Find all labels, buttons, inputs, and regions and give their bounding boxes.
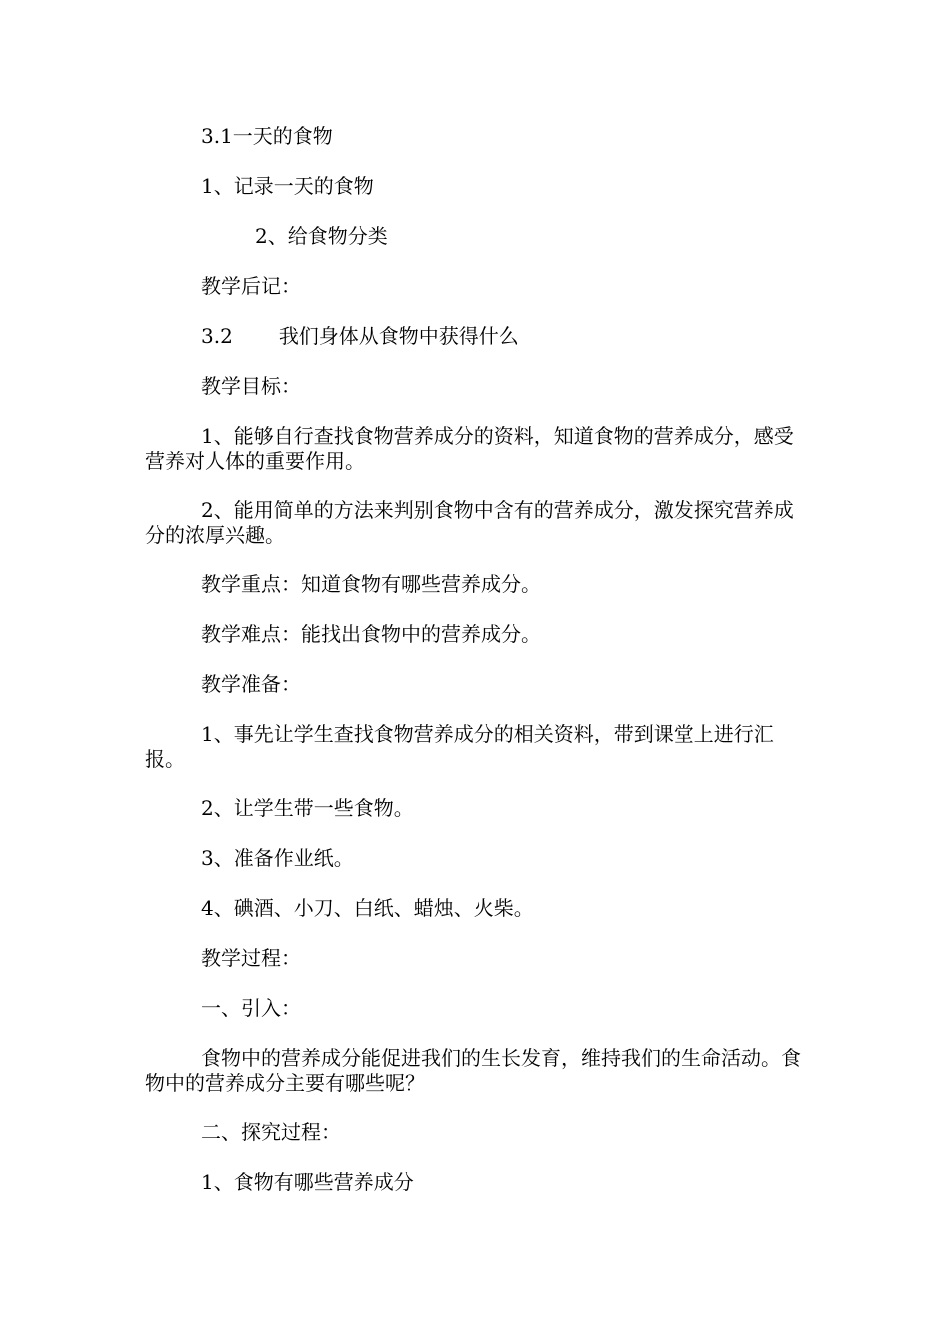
teaching-difficulty: 教学难点：能找出食物中的营养成分。 bbox=[201, 622, 541, 646]
intro-paragraph: 食物中的营养成分能促进我们的生长发育，维持我们的生命活动。食物中的营养成分主要有哪些呢？ bbox=[145, 1046, 801, 1095]
section-title: 我们身体从食物中获得什么 bbox=[278, 324, 519, 348]
teaching-process-label: 教学过程： bbox=[201, 946, 301, 970]
teaching-key-point: 教学重点：知道食物有哪些营养成分。 bbox=[201, 572, 541, 596]
list-item-classify-food: 2、给食物分类 bbox=[255, 224, 388, 248]
heading-3-1: 3.1一天的食物 bbox=[201, 124, 333, 148]
exploration-item-1: 1、食物有哪些营养成分 bbox=[201, 1170, 414, 1194]
teaching-notes-label: 教学后记： bbox=[201, 274, 301, 298]
goal-2-paragraph: 2、能用简单的方法来判别食物中含有的营养成分，激发探究营养成分的浓厚兴趣。 bbox=[145, 498, 794, 547]
teaching-goals-label: 教学目标： bbox=[201, 374, 301, 398]
goal-1-paragraph: 1、能够自行查找食物营养成分的资料，知道食物的营养成分，感受营养对人体的重要作用。 bbox=[145, 424, 794, 473]
heading-3-2 bbox=[145, 324, 810, 349]
section-number: 3.2 bbox=[201, 324, 233, 348]
prep-item-1: 1、事先让学生查找食物营养成分的相关资料，带到课堂上进行汇报。 bbox=[145, 722, 774, 771]
prep-item-2: 2、让学生带一些食物。 bbox=[201, 796, 414, 820]
prep-item-4: 4、碘酒、小刀、白纸、蜡烛、火柴。 bbox=[201, 896, 534, 920]
exploration-label: 二、探究过程： bbox=[201, 1120, 341, 1144]
intro-label: 一、引入： bbox=[201, 996, 301, 1020]
prep-item-3: 3、准备作业纸。 bbox=[201, 846, 354, 870]
list-item-record-food: 1、记录一天的食物 bbox=[201, 174, 374, 198]
teaching-preparation-label: 教学准备： bbox=[201, 672, 301, 696]
